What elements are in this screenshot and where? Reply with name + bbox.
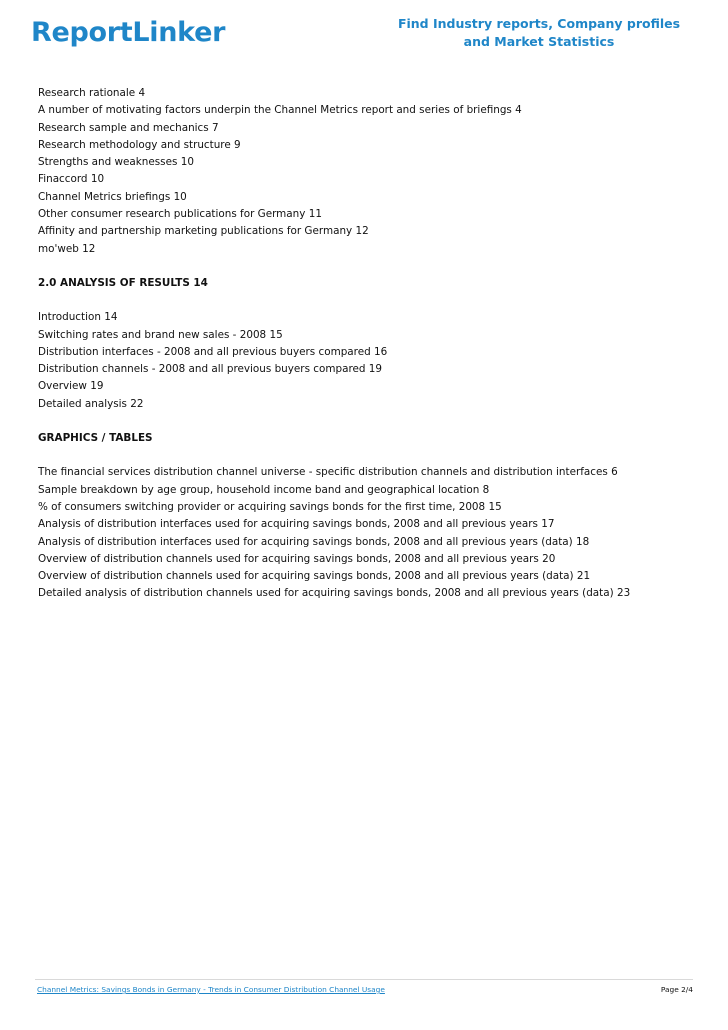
toc-item: Research methodology and structure 9 [38,138,241,151]
intro-section [38,85,708,258]
toc-item: Research rationale 4 [38,87,146,99]
toc-item: Research sample and mechanics 7 [38,121,219,134]
toc-item: Finaccord 10 [38,173,105,186]
tagline-line-2: and Market Statistics [463,34,615,49]
table-of-contents [38,85,708,603]
toc-item: Overview 19 [38,380,104,393]
reportlinker-logo[interactable]: ReportLinker [31,17,226,48]
toc-item: mo'web 12 [38,242,96,255]
toc-item: Overview of distribution channels used for acquiring savings bonds, 2008 and all previous years (data) 21 [38,570,591,583]
report-title-link[interactable]: Channel Metrics: Savings Bonds in Germany - Trends in Consumer Distribution Channel Usage [37,985,385,994]
toc-item: % of consumers switching provider or acquiring savings bonds for the first time, 2008 15 [38,500,502,513]
page-header [0,0,728,60]
tagline-line-1: Find Industry reports, Company profiles [397,16,681,31]
toc-item: Strengths and weaknesses 10 [38,156,194,169]
section-heading: 2.0 ANALYSIS OF RESULTS 14 [38,276,208,289]
page-number: Page 2/4 [660,985,693,994]
header-tagline [386,15,692,51]
toc-item: Introduction 14 [38,311,118,324]
toc-item: Sample breakdown by age group, household income band and geographical location 8 [38,483,490,496]
toc-item: Other consumer research publications for Germany 11 [38,208,322,221]
toc-item: Distribution interfaces - 2008 and all previous buyers compared 16 [38,345,388,358]
spacer [38,292,708,309]
toc-item: The financial services distribution channel universe - specific distribution channels and distribution interfaces 6 [38,466,618,479]
spacer [38,447,708,464]
toc-item: Overview of distribution channels used for acquiring savings bonds, 2008 and all previous years 20 [38,552,556,565]
spacer [38,413,708,430]
toc-item: A number of motivating factors underpin the Channel Metrics report and series of briefings 4 [38,104,522,117]
toc-item: Detailed analysis of distribution channels used for acquiring savings bonds, 2008 and all previous years (data) 23 [38,587,631,600]
toc-item: Affinity and partnership marketing publications for Germany 12 [38,225,369,238]
toc-item: Switching rates and brand new sales - 2008 15 [38,328,283,341]
toc-item: Analysis of distribution interfaces used for acquiring savings bonds, 2008 and all previous years (data) 18 [38,535,590,548]
spacer [38,258,708,275]
toc-item: Channel Metrics briefings 10 [38,190,187,203]
toc-item: Distribution channels - 2008 and all previous buyers compared 19 [38,363,382,376]
analysis-section [38,275,708,413]
graphics-section [38,430,708,603]
toc-item: Analysis of distribution interfaces used for acquiring savings bonds, 2008 and all previous years 17 [38,518,555,531]
page-footer [35,979,693,994]
section-heading: GRAPHICS / TABLES [38,432,153,445]
toc-item: Detailed analysis 22 [38,397,144,410]
